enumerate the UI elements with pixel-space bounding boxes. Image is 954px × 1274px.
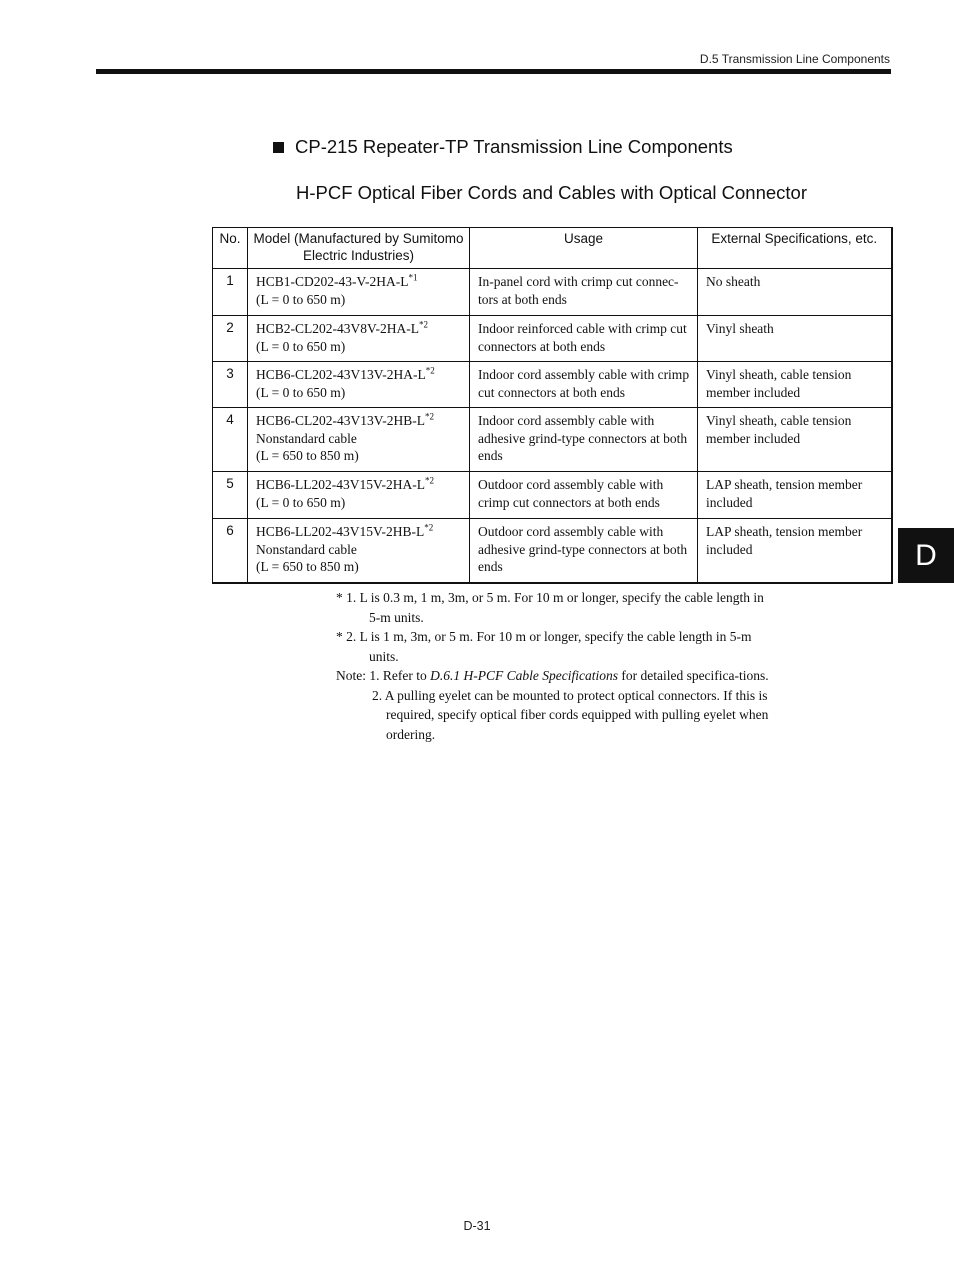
footnote-marker: *2 [425,411,435,422]
model-length: (L = 0 to 650 m) [256,338,346,354]
model-cell [248,408,470,472]
note-1-reference: D.6.1 H-PCF Cable Specifications [430,668,618,683]
model-note: Nonstandard cable [256,541,357,557]
table-row [213,519,892,583]
square-bullet-icon [273,142,284,153]
column-header-model: Model (Manufactured by Sumitomo Electric Industries) [248,228,470,269]
column-header-spec: External Specifications, etc. [698,228,892,269]
section-title-text: CP-215 Repeater-TP Transmission Line Components [295,136,733,157]
model-number: HCB6-LL202-43V15V-2HB-L [256,524,425,539]
model-cell [248,362,470,408]
table-header-row [213,228,892,269]
model-number: HCB1-CD202-43-V-2HA-L [256,274,409,289]
components-table [212,227,893,584]
model-length: (L = 650 to 850 m) [256,448,359,463]
row-number: 3 [213,362,248,408]
table-row [213,362,892,408]
table-row [213,408,892,472]
note-2: 2. A pulling eyelet can be mounted to protect optical connectors. If this is required, specify optical fiber cords equipped with pulling eyelet when ordering. [372,687,769,742]
model-note: Nonstandard cable [256,430,357,446]
table-row [213,316,892,362]
spec-cell: LAP sheath, tension member included [698,519,892,583]
spec-cell: Vinyl sheath [698,316,892,362]
note-1 [336,666,776,686]
spec-cell: No sheath [698,269,892,316]
column-header-usage: Usage [470,228,698,269]
usage-cell: Indoor reinforced cable with crimp cut connectors at both ends [470,316,698,362]
model-number: HCB6-LL202-43V15V-2HA-L [256,477,425,492]
section-title [273,136,733,158]
model-cell [248,519,470,583]
model-number: HCB6-CL202-43V13V-2HB-L [256,413,426,428]
note-1-prefix: Note: 1. Refer to [336,668,431,683]
footnotes [336,588,776,744]
model-number: HCB6-CL202-43V13V-2HA-L [256,367,426,382]
table-row [213,269,892,316]
column-header-no: No. [213,228,248,269]
table-row [213,472,892,519]
model-length: (L = 0 to 650 m) [256,494,346,510]
model-cell [248,472,470,519]
spec-cell: Vinyl sheath, cable tension member included [698,408,892,472]
header-rule [96,69,891,74]
model-number: HCB2-CL202-43V8V-2HA-L [256,321,419,336]
row-number: 1 [213,269,248,316]
footnote-marker: *1 [408,272,418,283]
usage-cell: Indoor cord assembly cable with adhesive grind-type connectors at both ends [470,408,698,472]
note-1-suffix: for detailed specifica-tions. [617,668,769,683]
model-length: (L = 0 to 650 m) [256,384,346,400]
running-header: D.5 Transmission Line Components [699,52,890,66]
spec-cell: Vinyl sheath, cable tension member included [698,362,892,408]
page-number: D-31 [463,1219,491,1233]
row-number: 5 [213,472,248,519]
usage-cell: Outdoor cord assembly cable with adhesive grind-type connectors at both ends [470,519,698,583]
footnote-2: * 2. L is 1 m, 3m, or 5 m. For 10 m or longer, specify the cable length in 5-m units. [336,629,752,664]
model-cell [248,316,470,362]
usage-cell: Outdoor cord assembly cable with crimp cut connectors at both ends [470,472,698,519]
chapter-tab: D [898,528,954,583]
row-number: 4 [213,408,248,472]
spec-cell: LAP sheath, tension member included [698,472,892,519]
model-cell [248,269,470,316]
model-length: (L = 650 to 850 m) [256,559,359,574]
usage-cell: Indoor cord assembly cable with crimp cut connectors at both ends [470,362,698,408]
row-number: 6 [213,519,248,583]
footnote-1: * 1. L is 0.3 m, 1 m, 3m, or 5 m. For 10 m or longer, specify the cable length in 5-m units. [336,590,764,625]
row-number: 2 [213,316,248,362]
footnote-marker: *2 [419,319,428,330]
footnote-marker: *2 [425,365,435,376]
footnote-marker: *2 [424,522,434,533]
model-length: (L = 0 to 650 m) [256,291,346,307]
footnote-marker: *2 [425,475,434,486]
usage-cell: In-panel cord with crimp cut connec-tors at both ends [470,269,698,316]
sub-title: H-PCF Optical Fiber Cords and Cables with Optical Connector [296,182,807,203]
